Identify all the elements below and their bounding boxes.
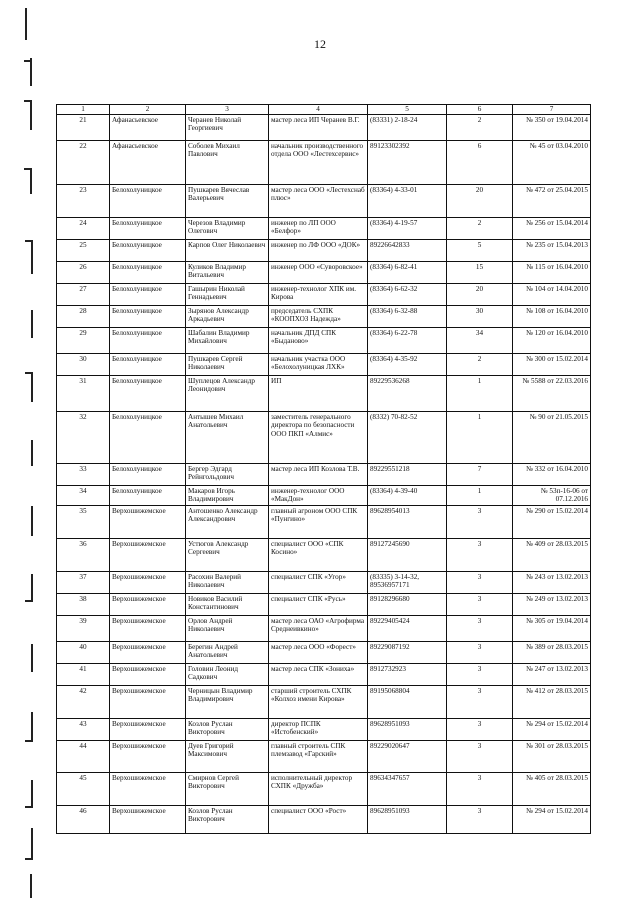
table-row [57,641,591,663]
position-cell: главный агроном ООО СПК «Пунгино» [269,505,368,538]
phone-cell: 89229020647 [368,740,447,772]
row-number: 42 [57,685,110,718]
person-name-cell: Новиков Василий Константинович [186,593,269,615]
hours-cell: 15 [447,261,513,283]
district-cell: Верхошижемское [110,538,186,571]
phone-cell: 89229551218 [368,463,447,485]
hours-cell: 5 [447,239,513,261]
position-cell: мастер леса ИП Черанев В.Г. [269,114,368,140]
district-cell: Афанасьевское [110,140,186,184]
order-cell: № 90 от 21.05.2015 [513,411,591,463]
district-cell: Белохолуницкое [110,239,186,261]
hours-cell: 1 [447,485,513,505]
position-cell: начальник ДПД СПК «Быданово» [269,327,368,353]
person-name-cell: Пушкарев Вячеслав Валерьевич [186,184,269,217]
district-cell: Белохолуницкое [110,327,186,353]
district-cell: Белохолуницкое [110,353,186,375]
position-cell: председатель СХПК «КООПХОЗ Надежда» [269,305,368,327]
order-cell: № 472 от 25.04.2015 [513,184,591,217]
phone-cell: 8912732923 [368,663,447,685]
row-number: 37 [57,571,110,593]
person-name-cell: Смирнов Сергей Викторович [186,772,269,805]
phone-cell: 89634347657 [368,772,447,805]
phone-cell: (83335) 3-14-32, 89536957171 [368,571,447,593]
hours-cell: 3 [447,740,513,772]
person-name-cell: Пушкарев Сергей Николаевич [186,353,269,375]
phone-cell: 89123302392 [368,140,447,184]
phone-cell: 89229405424 [368,615,447,641]
position-cell: мастер леса ООО «Форест» [269,641,368,663]
registry-table [56,104,591,834]
position-cell: мастер леса ИП Козлова Т.В. [269,463,368,485]
phone-cell: 89229087192 [368,641,447,663]
person-name-cell: Козлов Руслан Викторович [186,805,269,833]
hours-cell: 20 [447,283,513,305]
position-cell: инженер по ЛП ООО «Белфор» [269,217,368,239]
table-row [57,685,591,718]
district-cell: Верхошижемское [110,641,186,663]
order-cell: № 409 от 28.03.2015 [513,538,591,571]
table-row [57,140,591,184]
district-cell: Белохолуницкое [110,375,186,411]
row-number: 36 [57,538,110,571]
person-name-cell: Устюгов Александр Сергеевич [186,538,269,571]
position-cell: мастер леса ОАО «Агрофирма Среднеивкино» [269,615,368,641]
hours-cell: 3 [447,571,513,593]
position-cell: мастер леса ООО «Лестехснаб плюс» [269,184,368,217]
row-number: 46 [57,805,110,833]
order-cell: № 305 от 19.04.2014 [513,615,591,641]
hours-cell: 3 [447,663,513,685]
district-cell: Белохолуницкое [110,283,186,305]
position-cell: заместитель генерального директора по безопасности ООО ПКП «Алмис» [269,411,368,463]
column-header: 2 [110,105,186,115]
table-row [57,283,591,305]
hours-cell: 30 [447,305,513,327]
position-cell: мастер леса СПК «Зониха» [269,663,368,685]
table-row [57,327,591,353]
order-cell: № 350 от 19.04.2014 [513,114,591,140]
person-name-cell: Головин Леонид Садкович [186,663,269,685]
hours-cell: 2 [447,114,513,140]
person-name-cell: Берегин Андрей Анатольевич [186,641,269,663]
person-name-cell: Зырянов Александр Аркадьевич [186,305,269,327]
person-name-cell: Черанев Николай Георгиевич [186,114,269,140]
order-cell: № 104 от 14.04.2010 [513,283,591,305]
table-row [57,239,591,261]
district-cell: Белохолуницкое [110,305,186,327]
district-cell: Белохолуницкое [110,261,186,283]
order-cell: № 300 от 15.02.2014 [513,353,591,375]
person-name-cell: Соболев Михаил Павлович [186,140,269,184]
phone-cell: (83364) 4-39-40 [368,485,447,505]
phone-cell: (83364) 4-19-57 [368,217,447,239]
hours-cell: 34 [447,327,513,353]
hours-cell: 7 [447,463,513,485]
hours-cell: 2 [447,353,513,375]
row-number: 28 [57,305,110,327]
hours-cell: 3 [447,772,513,805]
phone-cell: 89127245690 [368,538,447,571]
table-row [57,718,591,740]
position-cell: инженер ООО «Суворовское» [269,261,368,283]
order-cell: № 45 от 03.04.2010 [513,140,591,184]
order-cell: № 243 от 13.02.2013 [513,571,591,593]
order-cell: № 301 от 28.03.2015 [513,740,591,772]
position-cell: специалист ООО «СПК Косино» [269,538,368,571]
phone-cell: 89226642833 [368,239,447,261]
row-number: 32 [57,411,110,463]
district-cell: Верхошижемское [110,718,186,740]
phone-cell: 89229536268 [368,375,447,411]
row-number: 44 [57,740,110,772]
hours-cell: 2 [447,217,513,239]
district-cell: Верхошижемское [110,571,186,593]
person-name-cell: Козлов Руслан Викторович [186,718,269,740]
position-cell: специалист ООО «Рост» [269,805,368,833]
order-cell: № 120 от 16.04.2010 [513,327,591,353]
table-row [57,184,591,217]
order-cell: № 290 от 15.02.2014 [513,505,591,538]
table-row [57,261,591,283]
table-row [57,353,591,375]
order-cell: № 256 от 15.04.2014 [513,217,591,239]
phone-cell: (83331) 2-18-24 [368,114,447,140]
hours-cell: 3 [447,505,513,538]
row-number: 35 [57,505,110,538]
phone-cell: (83364) 6-32-88 [368,305,447,327]
phone-cell: 89628951093 [368,718,447,740]
position-cell: начальник производственного отдела ООО «Лестехсервис» [269,140,368,184]
row-number: 24 [57,217,110,239]
table-row [57,305,591,327]
table-row [57,485,591,505]
hours-cell: 3 [447,615,513,641]
order-cell: № 108 от 16.04.2010 [513,305,591,327]
position-cell: инженер-технолог ХПК им. Кирова [269,283,368,305]
row-number: 43 [57,718,110,740]
column-header: 1 [57,105,110,115]
hours-cell: 3 [447,805,513,833]
order-cell: № 389 от 28.03.2015 [513,641,591,663]
person-name-cell: Расохин Валерий Николаевич [186,571,269,593]
table-row [57,571,591,593]
table-row [57,740,591,772]
table-row [57,805,591,833]
hours-cell: 20 [447,184,513,217]
column-header: 7 [513,105,591,115]
column-number-row [57,105,591,115]
hours-cell: 1 [447,411,513,463]
table-row [57,375,591,411]
row-number: 30 [57,353,110,375]
phone-cell: (83364) 4-35-92 [368,353,447,375]
district-cell: Белохолуницкое [110,411,186,463]
person-name-cell: Шуплецов Александр Леонидович [186,375,269,411]
hours-cell: 6 [447,140,513,184]
person-name-cell: Орлов Андрей Николаевич [186,615,269,641]
order-cell: № 235 от 15.04.2013 [513,239,591,261]
person-name-cell: Антошенко Александр Александрович [186,505,269,538]
position-cell: специалист СПК «Русь» [269,593,368,615]
person-name-cell: Куликов Владимир Витальевич [186,261,269,283]
district-cell: Верхошижемское [110,740,186,772]
hours-cell: 3 [447,641,513,663]
row-number: 40 [57,641,110,663]
person-name-cell: Антышев Михаил Анатольевич [186,411,269,463]
row-number: 45 [57,772,110,805]
position-cell: начальник участка ООО «Белохолуницкая ЛХК» [269,353,368,375]
row-number: 38 [57,593,110,615]
person-name-cell: Шабалин Владимир Михайлович [186,327,269,353]
phone-cell: (8332) 70-82-52 [368,411,447,463]
row-number: 21 [57,114,110,140]
row-number: 26 [57,261,110,283]
row-number: 29 [57,327,110,353]
district-cell: Белохолуницкое [110,463,186,485]
row-number: 41 [57,663,110,685]
order-cell: № 332 от 16.04.2010 [513,463,591,485]
row-number: 22 [57,140,110,184]
page-number: 12 [314,37,326,51]
phone-cell: 89128296680 [368,593,447,615]
order-cell: № 249 от 13.02.2013 [513,593,591,615]
phone-cell: (83364) 6-82-41 [368,261,447,283]
phone-cell: (83364) 4-33-01 [368,184,447,217]
table-row [57,463,591,485]
hours-cell: 3 [447,538,513,571]
phone-cell: 89195068804 [368,685,447,718]
district-cell: Афанасьевское [110,114,186,140]
phone-cell: 89628951093 [368,805,447,833]
position-cell: ИП [269,375,368,411]
row-number: 23 [57,184,110,217]
table-row [57,538,591,571]
row-number: 33 [57,463,110,485]
column-header: 6 [447,105,513,115]
position-cell: инженер-технолог ООО «МакДон» [269,485,368,505]
row-number: 27 [57,283,110,305]
column-header: 3 [186,105,269,115]
person-name-cell: Макаров Игорь Владимирович [186,485,269,505]
row-number: 25 [57,239,110,261]
hours-cell: 3 [447,593,513,615]
position-cell: специалист СПК «Угор» [269,571,368,593]
district-cell: Верхошижемское [110,805,186,833]
district-cell: Белохолуницкое [110,184,186,217]
column-header: 5 [368,105,447,115]
row-number: 31 [57,375,110,411]
position-cell: главный строитель СПК племзавод «Гарский» [269,740,368,772]
person-name-cell: Черезов Владимир Олегович [186,217,269,239]
phone-cell: 89628954013 [368,505,447,538]
binding-marks [0,0,40,905]
table-row [57,217,591,239]
order-cell: № 405 от 28.03.2015 [513,772,591,805]
order-cell: № 294 от 15.02.2014 [513,718,591,740]
order-cell: № 294 от 15.02.2014 [513,805,591,833]
table-row [57,772,591,805]
district-cell: Верхошижемское [110,685,186,718]
row-number: 34 [57,485,110,505]
hours-cell: 3 [447,718,513,740]
position-cell: директор ПСПК «Истобенский» [269,718,368,740]
district-cell: Верхошижемское [110,663,186,685]
order-cell: № 53п-16-06 от 07.12.2016 [513,485,591,505]
district-cell: Белохолуницкое [110,217,186,239]
table-row [57,114,591,140]
district-cell: Верхошижемское [110,505,186,538]
hours-cell: 1 [447,375,513,411]
district-cell: Верхошижемское [110,593,186,615]
person-name-cell: Черницын Владимир Владимирович [186,685,269,718]
person-name-cell: Гашырин Николай Геннадьевич [186,283,269,305]
position-cell: инженер по ЛФ ООО «ДОК» [269,239,368,261]
row-number: 39 [57,615,110,641]
person-name-cell: Бергер Эдгард Рейнгольдович [186,463,269,485]
order-cell: № 5588 от 22.03.2016 [513,375,591,411]
district-cell: Верхошижемское [110,615,186,641]
phone-cell: (83364) 6-22-78 [368,327,447,353]
column-header: 4 [269,105,368,115]
person-name-cell: Карпов Олег Николаевич [186,239,269,261]
position-cell: старший строитель СХПК «Колхоз имени Кирова» [269,685,368,718]
table-row [57,411,591,463]
district-cell: Верхошижемское [110,772,186,805]
table-row [57,505,591,538]
table-row [57,663,591,685]
order-cell: № 247 от 13.02.2013 [513,663,591,685]
table-row [57,615,591,641]
district-cell: Белохолуницкое [110,485,186,505]
hours-cell: 3 [447,685,513,718]
order-cell: № 412 от 28.03.2015 [513,685,591,718]
table-row [57,593,591,615]
order-cell: № 115 от 16.04.2010 [513,261,591,283]
person-name-cell: Дуев Григорий Максимович [186,740,269,772]
phone-cell: (83364) 6-62-32 [368,283,447,305]
position-cell: исполнительный директор СХПК «Дружба» [269,772,368,805]
